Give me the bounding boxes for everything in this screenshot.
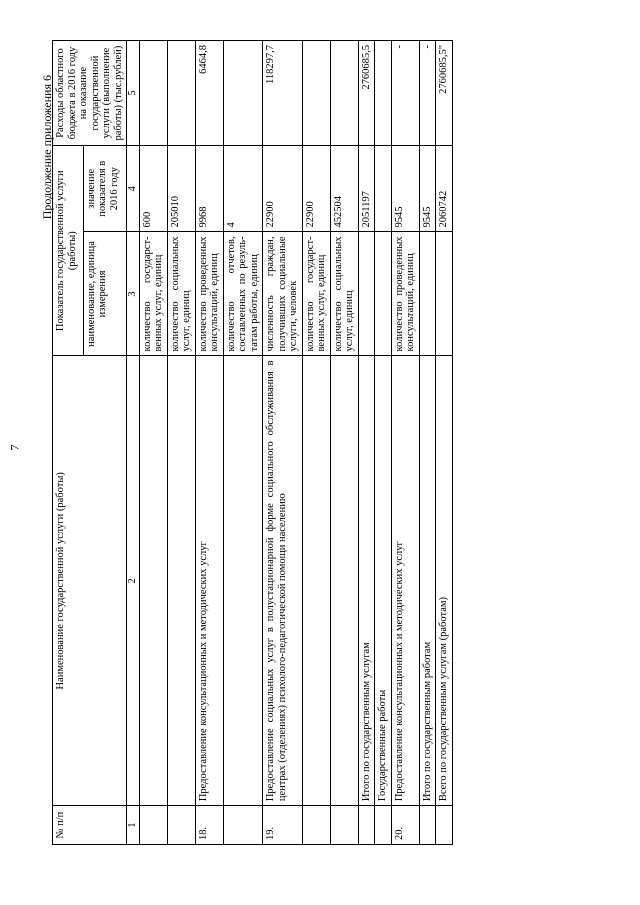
- table-row: [223, 41, 263, 845]
- colnum: 2: [127, 356, 140, 806]
- table-row: [195, 41, 223, 845]
- indicator-name: количество государст-венных услуг, единиц: [139, 232, 167, 356]
- expense-value: 118297,7: [263, 41, 303, 146]
- services-table: [52, 40, 453, 845]
- indicator-value: 9968: [195, 146, 223, 232]
- appendix-caption: Продолжение приложения 6: [40, 75, 54, 220]
- indicator-value: 4: [223, 146, 263, 232]
- total-value: 9545: [419, 146, 436, 232]
- row-number: 19.: [263, 806, 303, 845]
- expense-value: 6464,8: [195, 41, 223, 146]
- header-indicator: Показатель государственной услуги (работы): [53, 146, 84, 356]
- indicator-name: количество государст-венных услуг, единиц: [302, 232, 330, 356]
- indicator-name: количество социальных услуг, единиц: [330, 232, 358, 356]
- header-indicator-name: наименование, единица измерения: [83, 232, 126, 356]
- table-row: [139, 41, 167, 845]
- service-name: Предоставление социальных услуг в полустационарной форме социального обслуживания в центрах (отделениях) психолого-педагогической помощи населению: [263, 356, 303, 806]
- indicator-name: численность граждан, получивших социальные услуги, человек: [263, 232, 303, 356]
- indicator-name: количество проведенных консультаций, единиц: [195, 232, 223, 356]
- section-heading: Государственные работы: [375, 356, 392, 806]
- table-row: [375, 41, 392, 845]
- row-number: 18.: [195, 806, 223, 845]
- indicator-value: 452504: [330, 146, 358, 232]
- grand-total-label: Всего по государственным услугам (работам): [436, 356, 453, 806]
- indicator-value: 22900: [302, 146, 330, 232]
- indicator-value: 600: [139, 146, 167, 232]
- grand-total-value: 2060742: [436, 146, 453, 232]
- header-service-name: Наименование государственной услуги (работы): [53, 356, 127, 806]
- indicator-name: количество проведенных консультаций, единиц: [391, 232, 419, 356]
- table-row: [302, 41, 330, 845]
- page-number: 7: [7, 444, 22, 451]
- table-row: [358, 41, 375, 845]
- table-row: [330, 41, 358, 845]
- row-number: 20.: [391, 806, 419, 845]
- colnum: 5: [127, 41, 140, 146]
- total-expense: -: [419, 41, 436, 146]
- table-row: [436, 41, 453, 845]
- table-row: [263, 41, 303, 845]
- indicator-value: 22900: [263, 146, 303, 232]
- expense-value: -: [391, 41, 419, 146]
- indicator-value: 9545: [391, 146, 419, 232]
- indicator-name: количество социальных услуг, единиц: [167, 232, 195, 356]
- indicator-value: 205010: [167, 146, 195, 232]
- service-name: Предоставление консультационных и методических услуг: [391, 356, 419, 806]
- grand-total-expense: 2760685,5": [436, 41, 453, 146]
- indicator-name: количество отчетов, составленных по резуль-татам работы, единиц: [223, 232, 263, 356]
- colnum: 4: [127, 146, 140, 232]
- colnum: 3: [127, 232, 140, 356]
- table-row: [419, 41, 436, 845]
- total-expense: 2760685,5: [358, 41, 375, 146]
- total-value: 2051197: [358, 146, 375, 232]
- header-indicator-value: значение показателя в 2016 году: [83, 146, 126, 232]
- table-row: [167, 41, 195, 845]
- table-row: [391, 41, 419, 845]
- header-number: № п/п: [53, 806, 127, 845]
- header-expenses: Расходы областного бюджета в 2016 году на оказание государственной услуги (выполнение работы) (тыс.рублей): [53, 41, 127, 146]
- total-label: Итого по государственным услугам: [358, 356, 375, 806]
- total-label: Итого по государственным работам: [419, 356, 436, 806]
- service-name: Предоставление консультационных и методических услуг: [195, 356, 223, 806]
- colnum: 1: [127, 806, 140, 845]
